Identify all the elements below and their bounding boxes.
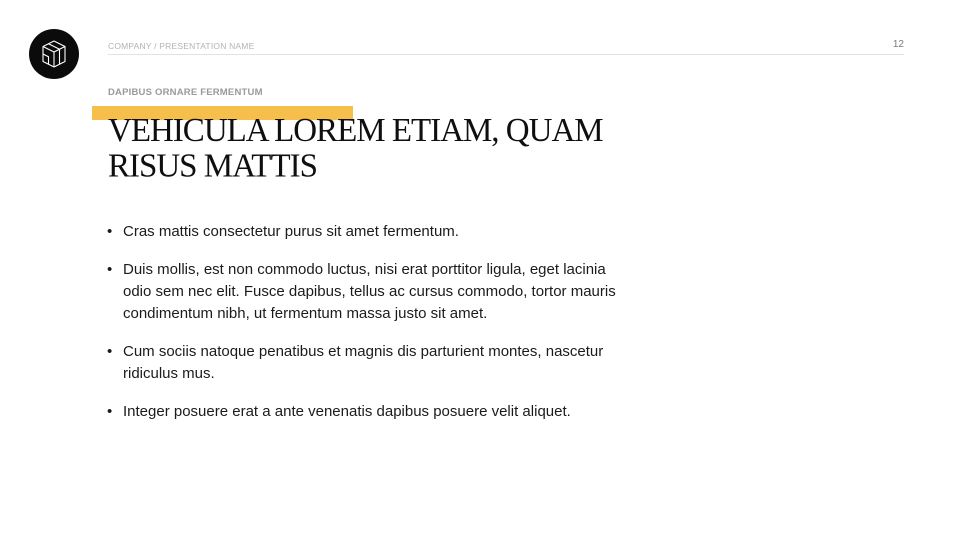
list-item: [107, 341, 627, 385]
bullet-dot: •: [107, 403, 113, 420]
page-number: 12: [892, 39, 904, 50]
slide-eyebrow: DAPIBUS ORNARE FERMENTUM: [108, 87, 263, 98]
bullet-text: Cras mattis consectetur purus sit amet fermentum.: [123, 223, 459, 240]
bullet-text: Cum sociis natoque penatibus et magnis dis parturient montes, nascetur ridiculus mus.: [123, 343, 604, 382]
list-item: [107, 221, 627, 243]
company-logo: [29, 29, 79, 79]
bullet-dot: •: [107, 343, 113, 360]
bullet-list: [107, 221, 627, 439]
breadcrumb: COMPANY / PRESENTATION NAME: [108, 41, 255, 51]
bullet-text: Integer posuere erat a ante venenatis dapibus posuere velit aliquet.: [123, 403, 571, 420]
list-item: [107, 401, 627, 423]
list-item: [107, 259, 627, 325]
header-divider: [108, 54, 904, 55]
bullet-dot: •: [107, 261, 113, 278]
slide-title: VEHICULA LOREM ETIAM, QUAM RISUS MATTIS: [108, 111, 603, 185]
bullet-text: Duis mollis, est non commodo luctus, nisi erat porttitor ligula, eget lacinia odio sem nec elit. Fusce dapibus, tellus ac cursus commodo, tortor mauris condimentum nibh, ut fermentum massa justo sit amet.: [123, 261, 616, 322]
bullet-dot: •: [107, 223, 113, 240]
cube-icon: [40, 39, 68, 69]
